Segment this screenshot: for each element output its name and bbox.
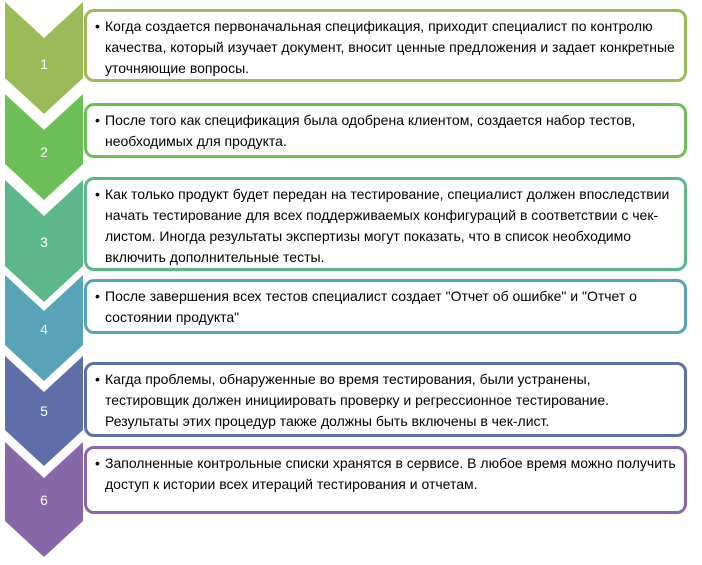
step-number-6: 6 xyxy=(40,492,48,508)
step-box-1 xyxy=(84,9,687,82)
step-number-1: 1 xyxy=(40,56,48,72)
step-number-5: 5 xyxy=(40,403,48,419)
bullet-icon: • xyxy=(95,371,100,387)
step-box-4 xyxy=(84,279,687,334)
chevron-step-6 xyxy=(5,442,83,557)
step-text-1: Когда создается первоначальная спецификация, приходит специалист по контролю качества, который изучает документ, вносит ценные предложения и задает конкретные уточняющие вопросы. xyxy=(105,18,675,76)
step-number-4: 4 xyxy=(40,321,48,337)
step-bullet-item-5 xyxy=(95,369,676,432)
step-text-3: Как только продукт будет передан на тестирование, специалист должен впоследствии начать тестирование для всех поддерживаемых конфигураций в соответствии с чек-листом. Иногда результаты экспертизы могут показать, что в список необходимо включить дополнительные тесты. xyxy=(105,186,670,265)
step-bullet-item-6 xyxy=(95,453,676,495)
step-bullet-item-4 xyxy=(95,286,676,328)
step-number-2: 2 xyxy=(40,144,48,160)
step-text-5: Кагда проблемы, обнаруженные во время тестирования, были устранены, тестировщик должен инициировать проверку и регрессионное тестирование. Результаты этих процедур также должны быть включены в чек-лист. xyxy=(105,371,609,429)
bullet-icon: • xyxy=(95,288,100,304)
step-box-2 xyxy=(84,103,687,158)
step-text-2: После того как спецификация была одобрена клиентом, создается набор тестов, необходимых для продукта. xyxy=(105,112,636,149)
step-bullet-item-3 xyxy=(95,184,676,268)
step-box-5 xyxy=(84,362,687,437)
bullet-icon: • xyxy=(95,186,100,202)
bullet-icon: • xyxy=(95,18,100,34)
bullet-icon: • xyxy=(95,112,100,128)
step-bullet-item-2 xyxy=(95,110,676,152)
step-box-3 xyxy=(84,177,687,271)
step-text-4: После завершения всех тестов специалист создает "Отчет об ошибке" и "Отчет о состоянии продукта" xyxy=(105,288,637,325)
step-number-3: 3 xyxy=(40,234,48,250)
step-text-6: Заполненные контрольные списки хранятся в сервисе. В любое время можно получить доступ к истории всех итераций тестирования и отчетам. xyxy=(105,455,676,492)
step-box-6 xyxy=(84,446,687,514)
step-bullet-item-1 xyxy=(95,16,676,79)
bullet-icon: • xyxy=(95,455,100,471)
